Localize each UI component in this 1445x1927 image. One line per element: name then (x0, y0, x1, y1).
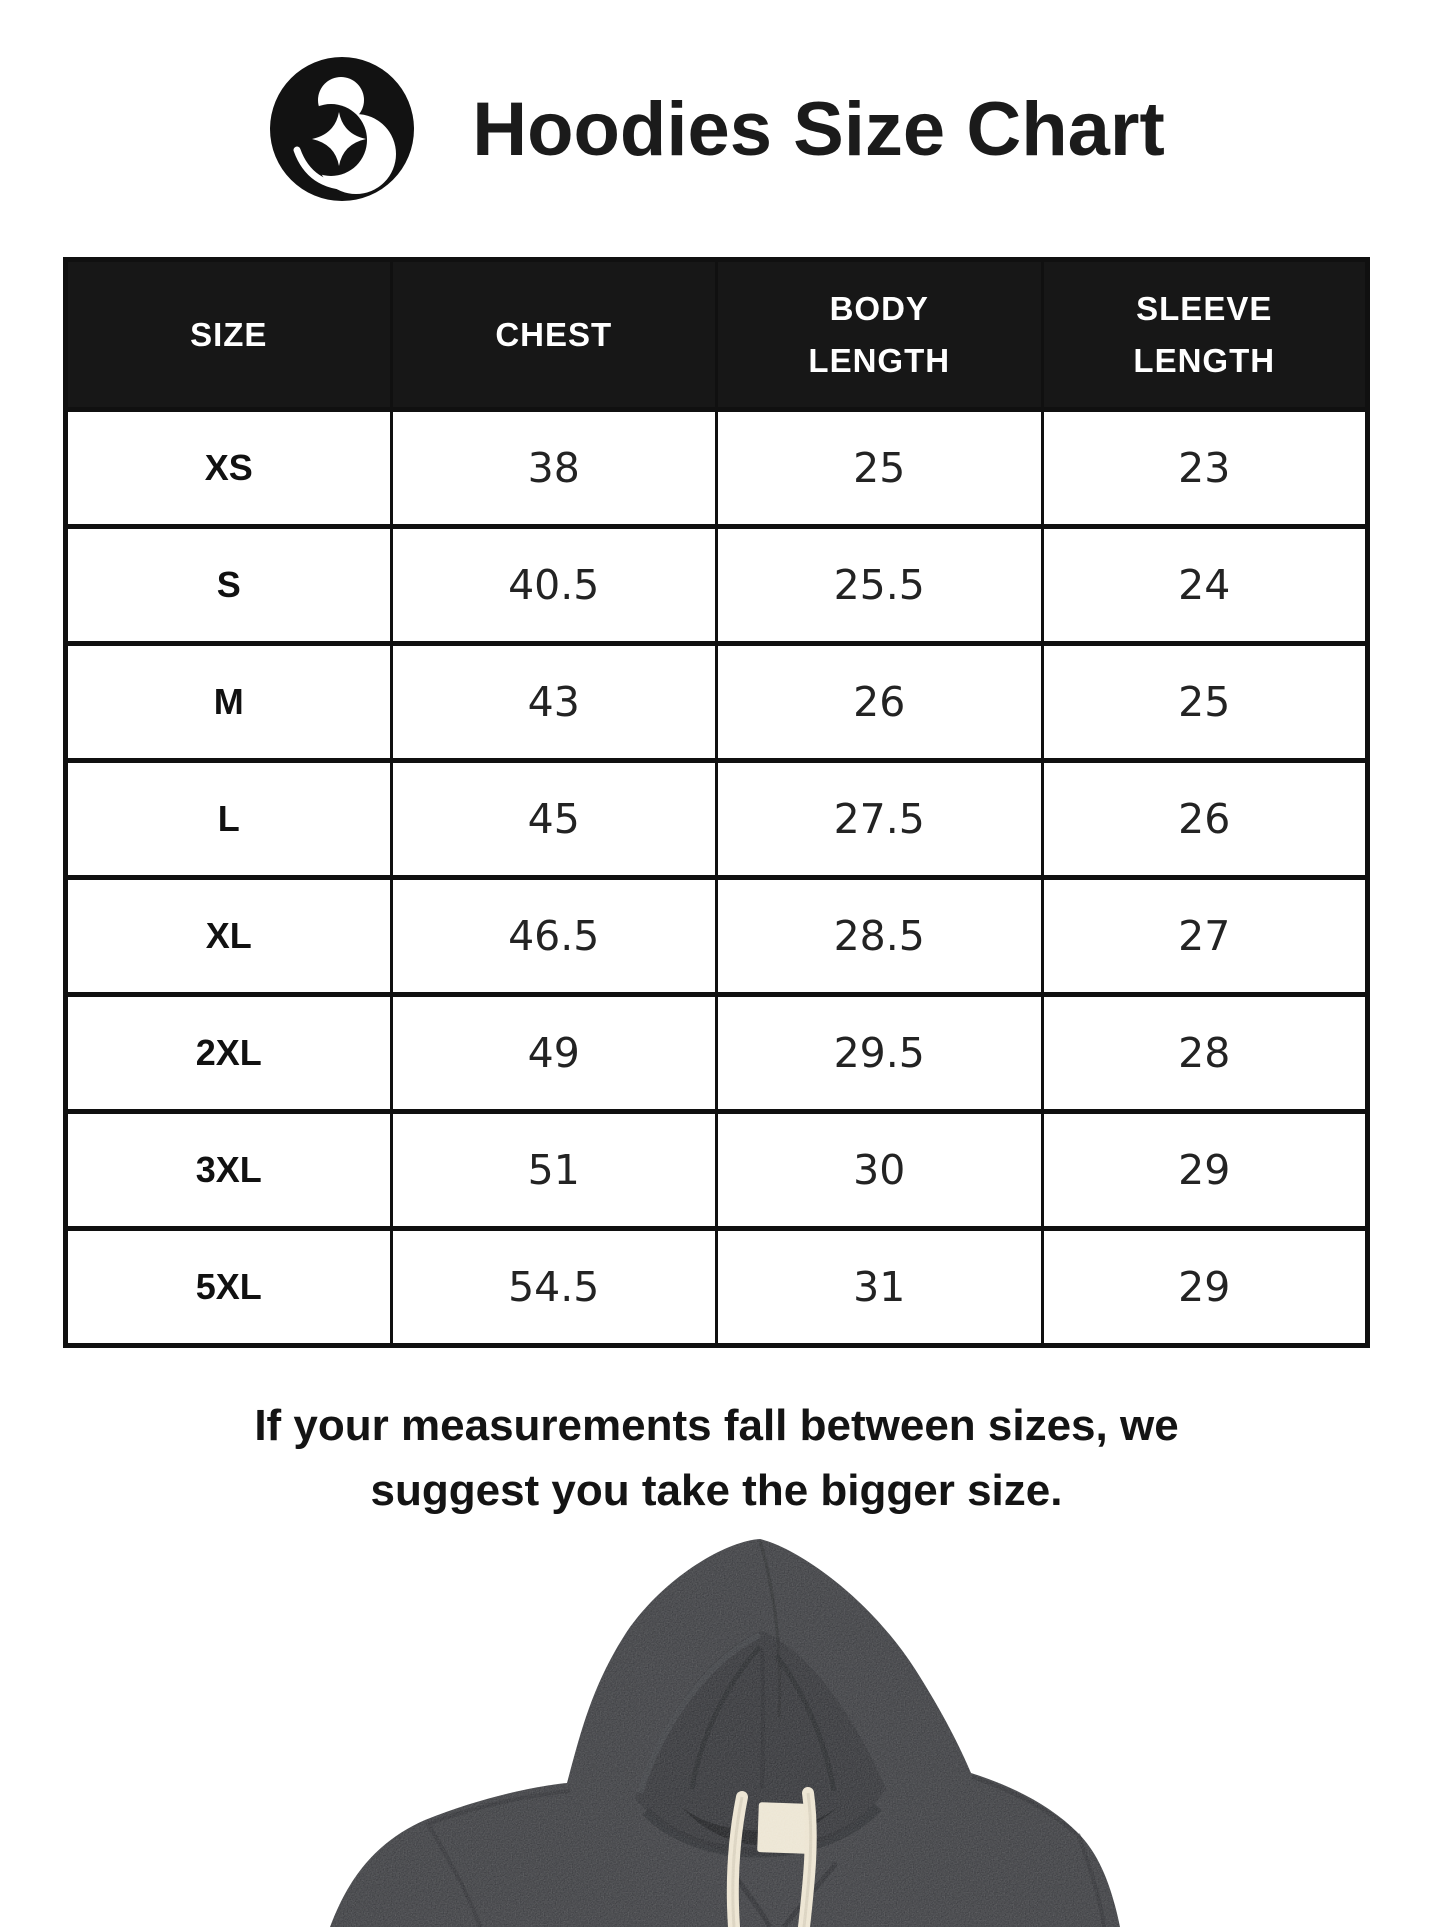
table-row-3xl (66, 1112, 1368, 1229)
column-header-body-length: BODY LENGTH (717, 260, 1043, 410)
size-value: 2XL (66, 995, 392, 1112)
body-length-value: 25 (717, 410, 1043, 527)
sleeve-length-value: 29 (1042, 1229, 1368, 1346)
body-length-value: 27.5 (717, 761, 1043, 878)
size-value: S (66, 527, 392, 644)
body-length-value: 29.5 (717, 995, 1043, 1112)
sleeve-length-value: 23 (1042, 410, 1368, 527)
column-header-size: SIZE (66, 260, 392, 410)
table-row-5xl (66, 1229, 1368, 1346)
sizing-note-line1: If your measurements fall between sizes, we (254, 1401, 1179, 1450)
chest-value: 49 (391, 995, 717, 1112)
column-header-chest: CHEST (391, 260, 717, 410)
sizing-note-line2: suggest you take the bigger size. (370, 1465, 1063, 1515)
table-row-xl (66, 878, 1368, 995)
page-title: Hoodies Size Chart (472, 86, 1165, 172)
body-length-value: 31 (717, 1229, 1043, 1346)
size-value: L (66, 761, 392, 878)
sleeve-length-value: 28 (1042, 995, 1368, 1112)
sleeve-length-value: 27 (1042, 878, 1368, 995)
sleeve-length-value: 25 (1042, 644, 1368, 761)
body-length-value: 30 (717, 1112, 1043, 1229)
sizing-note (63, 1394, 1370, 1523)
size-value: 3XL (66, 1112, 392, 1229)
chest-value: 46.5 (391, 878, 717, 995)
chest-value: 54.5 (391, 1229, 717, 1346)
brand-header (63, 55, 1370, 203)
hoodie-photo (330, 1537, 1120, 1927)
sleeve-length-value: 26 (1042, 761, 1368, 878)
table-row-m (66, 644, 1368, 761)
chest-value: 45 (391, 761, 717, 878)
size-value: XS (66, 410, 392, 527)
body-length-value: 28.5 (717, 878, 1043, 995)
size-value: 5XL (66, 1229, 392, 1346)
body-length-value: 26 (717, 644, 1043, 761)
table-row-s (66, 527, 1368, 644)
chest-value: 40.5 (391, 527, 717, 644)
content-column (63, 0, 1370, 1523)
size-table (63, 257, 1370, 1348)
table-row-xs (66, 410, 1368, 527)
chest-value: 38 (391, 410, 717, 527)
mother-and-baby-icon (268, 55, 416, 203)
size-table-header (66, 260, 1368, 410)
chest-value: 51 (391, 1112, 717, 1229)
table-row-2xl (66, 995, 1368, 1112)
size-value: XL (66, 878, 392, 995)
chest-value: 43 (391, 644, 717, 761)
column-header-sleeve-length: SLEEVE LENGTH (1042, 260, 1368, 410)
body-length-value: 25.5 (717, 527, 1043, 644)
sleeve-length-value: 24 (1042, 527, 1368, 644)
size-value: M (66, 644, 392, 761)
table-row-l (66, 761, 1368, 878)
sleeve-length-value: 29 (1042, 1112, 1368, 1229)
